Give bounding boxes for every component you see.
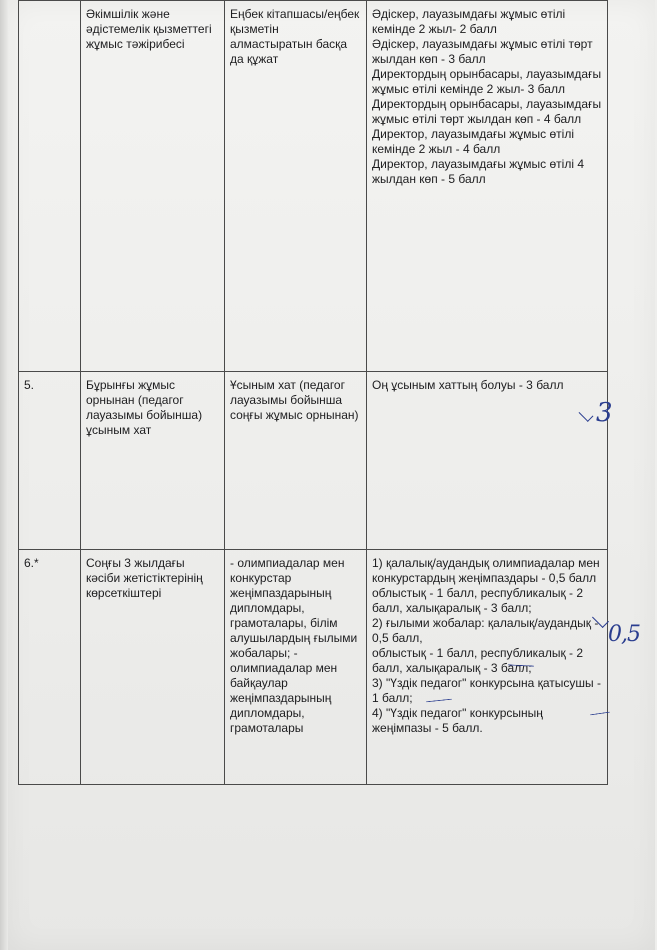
sheet-edge xyxy=(0,0,8,950)
row-number xyxy=(19,1,81,372)
criteria-cell xyxy=(367,550,608,785)
criteria-line: 3) "Үздік педагог" конкурсына қатысушы - 1 балл; xyxy=(372,676,602,705)
indicator-cell: Соңғы 3 жылдағы кәсіби жетістіктерінің көрсеткіштері xyxy=(81,550,225,785)
criteria-line: Әдіскер, лауазымдағы жұмыс өтілі төрт жылдан көп - 3 балл xyxy=(372,37,593,66)
criteria-line: 2) ғылыми жобалар: қалалық/аудандық - 0,5 балл, xyxy=(372,616,599,645)
document-cell: Еңбек кітапшасы/еңбек қызметін алмастыратын басқа да құжат xyxy=(225,1,367,372)
criteria-line: 1) қалалық/аудандық олимпиадалар мен конкурстардың жеңімпаздары - 0,5 балл xyxy=(372,556,600,585)
criteria-line: облыстық - 1 балл, республикалық - 2 балл, халықаралық - 3 балл; xyxy=(372,646,584,675)
table-row xyxy=(19,550,608,785)
row-number: 5. xyxy=(19,372,81,550)
document-cell: - олимпиадалар мен конкурстар жеңімпаздарының дипломдары, грамоталары, білім алушылардың ғылыми жобалары; - олимпиадалар мен байқаулар жеңімпаздарының дипломдары, грамоталары xyxy=(225,550,367,785)
criteria-line: Директор, лауазымдағы жұмыс өтілі 4 жылдан көп - 5 балл xyxy=(372,157,585,186)
criteria-line: Әдіскер, лауазымдағы жұмыс өтілі кемінде 2 жыл- 2 балл xyxy=(372,7,566,36)
table-row xyxy=(19,1,608,372)
criteria-cell xyxy=(367,1,608,372)
handwritten-score: 3 xyxy=(596,398,613,428)
criteria-line: Директордың орынбасары, лауазымдағы жұмыс өтілі төрт жылдан көп - 4 балл xyxy=(372,97,602,126)
handwritten-score: 0,5 xyxy=(608,622,640,647)
table-row xyxy=(19,372,608,550)
criteria-line: облыстық - 1 балл, республикалық - 2 балл, халықаралық - 3 балл; xyxy=(372,586,584,615)
indicator-cell: Әкімшілік және әдістемелік қызметтегі жұмыс тәжірибесі xyxy=(81,1,225,372)
indicator-cell: Бұрынғы жұмыс орнынан (педагог лауазымы бойынша) ұсыным хат xyxy=(81,372,225,550)
row-number: 6.* xyxy=(19,550,81,785)
criteria-line: 4) "Үздік педагог" конкурсының жеңімпазы - 5 балл. xyxy=(372,706,543,735)
criteria-line: Директордың орынбасары, лауазымдағы жұмыс өтілі кемінде 2 жыл- 3 балл xyxy=(372,67,602,96)
criteria-cell xyxy=(367,372,608,550)
criteria-line: Оң ұсыным хаттың болуы - 3 балл xyxy=(372,378,564,392)
document-cell: Ұсыным хат (педагог лауазымы бойынша соңғы жұмыс орнынан) xyxy=(225,372,367,550)
criteria-table xyxy=(18,0,608,785)
criteria-line: Директор, лауазымдағы жұмыс өтілі кемінде 2 жыл - 4 балл xyxy=(372,127,575,156)
